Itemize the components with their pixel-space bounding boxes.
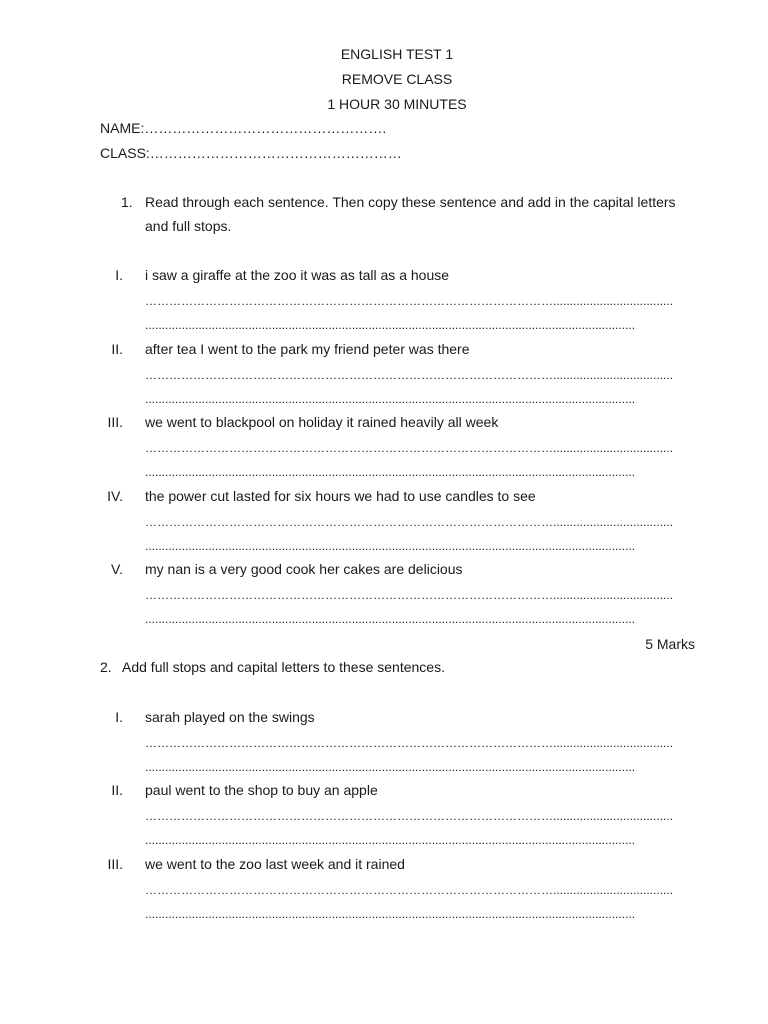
q1-item-1-answer-line-2: ................................................................................................................................................... <box>145 318 636 332</box>
question-2-number: 2. <box>100 659 112 675</box>
q1-item-3-answer-line-1: ………………………………………………………………………………………….................................... <box>145 441 674 455</box>
q1-item-4-answer-line-1: ………………………………………………………………………………………….................................... <box>145 515 674 529</box>
q2-item-3-sentence: we went to the zoo last week and it rained <box>145 856 405 872</box>
q2-item-2-answer-line-2: ................................................................................................................................................... <box>145 833 636 847</box>
q1-item-4-sentence: the power cut lasted for six hours we had to use candles to see <box>145 488 536 504</box>
q2-item-3-answer-line-1: ………………………………………………………………………………………….................................... <box>145 883 674 897</box>
question-2-instruction: Add full stops and capital letters to these sentences. <box>122 659 445 675</box>
q1-item-2-numeral: II. <box>111 341 123 357</box>
question-1-marks: 5 Marks <box>645 636 695 652</box>
question-1-instruction-line-2: and full stops. <box>145 218 232 234</box>
q2-item-1-answer-line-2: ................................................................................................................................................... <box>145 760 636 774</box>
q2-item-2-numeral: II. <box>111 782 123 798</box>
name-field: NAME:……………………………………………. <box>100 120 387 136</box>
q1-item-3-answer-line-2: ................................................................................................................................................... <box>145 465 636 479</box>
q1-item-5-sentence: my nan is a very good cook her cakes are delicious <box>145 561 463 577</box>
q2-item-2-sentence: paul went to the shop to buy an apple <box>145 782 378 798</box>
test-title: ENGLISH TEST 1 <box>340 46 454 62</box>
test-duration: 1 HOUR 30 MINUTES <box>327 96 467 112</box>
q2-item-1-answer-line-1: ………………………………………………………………………………………….................................... <box>145 736 674 750</box>
q1-item-3-numeral: III. <box>107 414 123 430</box>
q1-item-2-answer-line-1: ………………………………………………………………………………………….................................... <box>145 368 674 382</box>
q1-item-5-answer-line-2: ................................................................................................................................................... <box>145 612 636 626</box>
test-class: REMOVE CLASS <box>341 71 453 87</box>
class-field: CLASS:……………………………………………… <box>100 145 402 161</box>
q2-item-2-answer-line-1: ………………………………………………………………………………………….................................... <box>145 809 674 823</box>
q1-item-5-answer-line-1: ………………………………………………………………………………………….................................... <box>145 588 674 602</box>
q1-item-1-answer-line-1: ………………………………………………………………………………………….................................... <box>145 294 674 308</box>
q1-item-4-numeral: IV. <box>107 488 123 504</box>
question-1-instruction-line-1: Read through each sentence. Then copy these sentence and add in the capital letters <box>145 194 676 210</box>
q2-item-3-numeral: III. <box>107 856 123 872</box>
question-1-number: 1. <box>121 194 133 210</box>
q2-item-3-answer-line-2: ................................................................................................................................................... <box>145 907 636 921</box>
q1-item-1-numeral: I. <box>115 267 123 283</box>
q2-item-1-sentence: sarah played on the swings <box>145 709 315 725</box>
q1-item-4-answer-line-2: ................................................................................................................................................... <box>145 539 636 553</box>
q1-item-2-answer-line-2: ................................................................................................................................................... <box>145 392 636 406</box>
q2-item-1-numeral: I. <box>115 709 123 725</box>
q1-item-2-sentence: after tea I went to the park my friend peter was there <box>145 341 470 357</box>
q1-item-1-sentence: i saw a giraffe at the zoo it was as tall as a house <box>145 267 450 283</box>
q1-item-3-sentence: we went to blackpool on holiday it rained heavily all week <box>145 414 499 430</box>
q1-item-5-numeral: V. <box>111 561 123 577</box>
